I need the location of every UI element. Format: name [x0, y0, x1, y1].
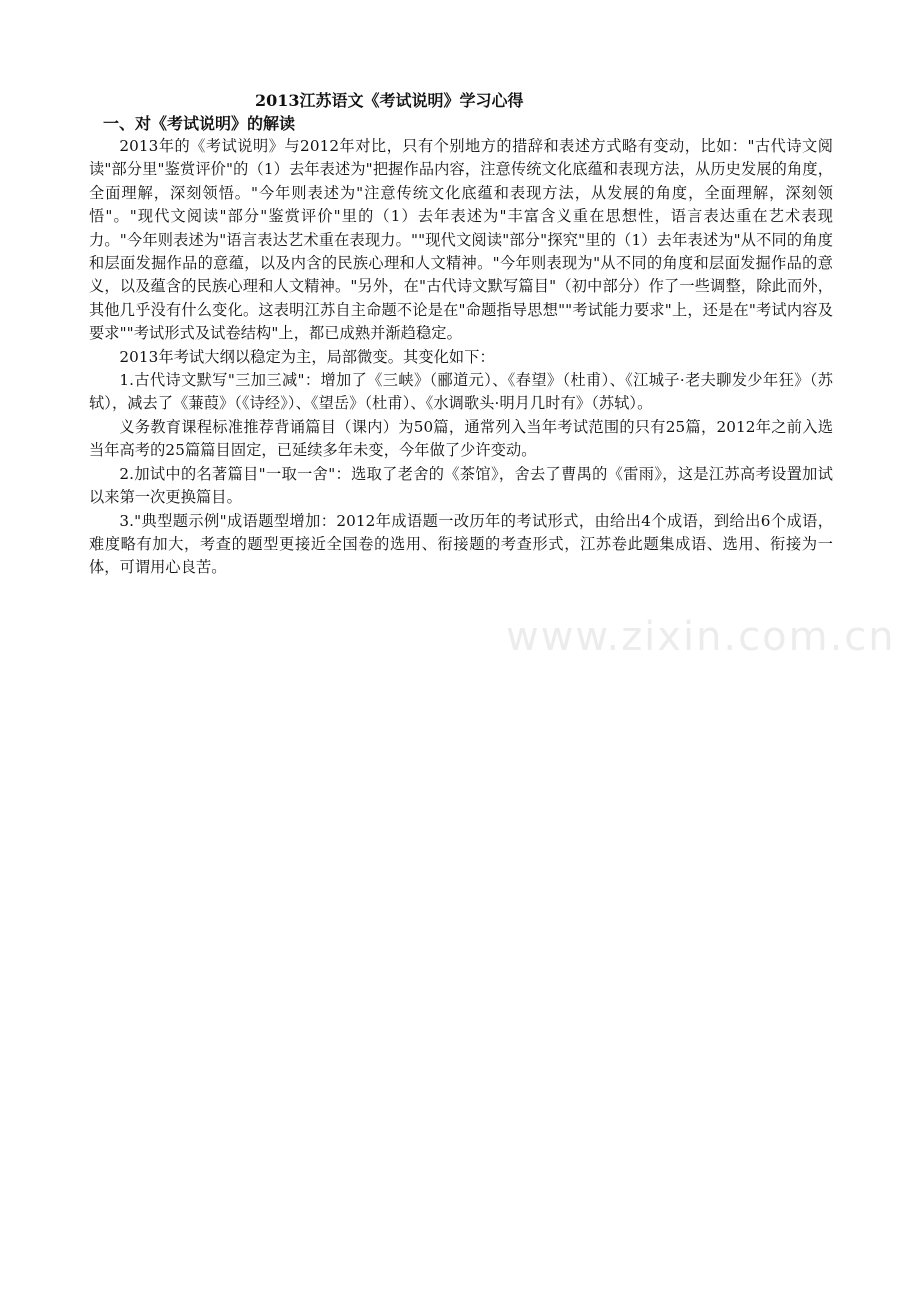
paragraph-recitation-note: 义务教育课程标准推荐背诵篇目（课内）为50篇，通常列入当年考试范围的只有25篇，2012年之前入选当年高考的25篇篇目固定，已延续多年未变，今年做了少许变动。: [89, 417, 833, 460]
paragraph-change-1: 1.古代诗文默写"三加三减"：增加了《三峡》（郦道元）、《春望》（杜甫）、《江城子·老夫聊发少年狂》（苏轼），减去了《蒹葭》（《诗经》）、《望岳》（杜甫）、《水调歌头·明月几时有》（苏轼）。: [89, 371, 833, 413]
paragraph-comparison: 2013年的《考试说明》与2012年对比，只有个别地方的措辞和表述方式略有变动，比如："古代诗文阅读"部分里"鉴赏评价"的（1）去年表述为"把握作品内容，注意传统文化底蕴和表现方法，从历史发展的角度，全面理解，深刻领悟。"今年则表述为"注意传统文化底蕴和表现方法，从发展的角度，全面理解，深刻领悟"。"现代文阅读"部分"鉴赏评价"里的（1）去年表述为"丰富含义重在思想性，语言表达重在艺术表现力。"今年则表述为"语言表达艺术重在表现力。""现代文阅读"部分"探究"里的（1）去年表述为"从不同的角度和层面发掘作品的意蕴，以及内含的民族心理和人文精神。"今年则表现为"从不同的角度和层面发掘作品的意义，以及蕴含的民族心理和人文精神。"另外，在"古代诗文默写篇目"（初中部分）作了一些调整，除此而外，其他几乎没有什么变化。这表明江苏自主命题不论是在"命题指导思想""考试能力要求"上，还是在"考试内容及要求""考试形式及试卷结构"上，都已成熟并渐趋稳定。: [89, 137, 833, 343]
paragraph-change-3: 3."典型题示例"成语题型增加：2012年成语题一改历年的考试形式，由给出4个成语，到给出6个成语，难度略有加大，考查的题型更接近全国卷的选用、衔接题的考查形式，江苏卷此题集成语、选用、衔接为一体，可谓用心良苦。: [89, 511, 833, 577]
paragraph-change-2: 2.加试中的名著篇目"一取一舍"：选取了老舍的《茶馆》，舍去了曹禺的《雷雨》，这是江苏高考设置加试以来第一次更换篇目。: [89, 464, 833, 507]
document-body: [89, 89, 833, 580]
document-title: 2013江苏语文《考试说明》学习心得: [255, 91, 524, 110]
paragraph-summary: 2013年考试大纲以稳定为主，局部微变。其变化如下：: [119, 347, 495, 366]
section-heading: 一、对《考试说明》的解读: [103, 114, 296, 133]
watermark: www.zixin.com.cn: [506, 614, 896, 660]
